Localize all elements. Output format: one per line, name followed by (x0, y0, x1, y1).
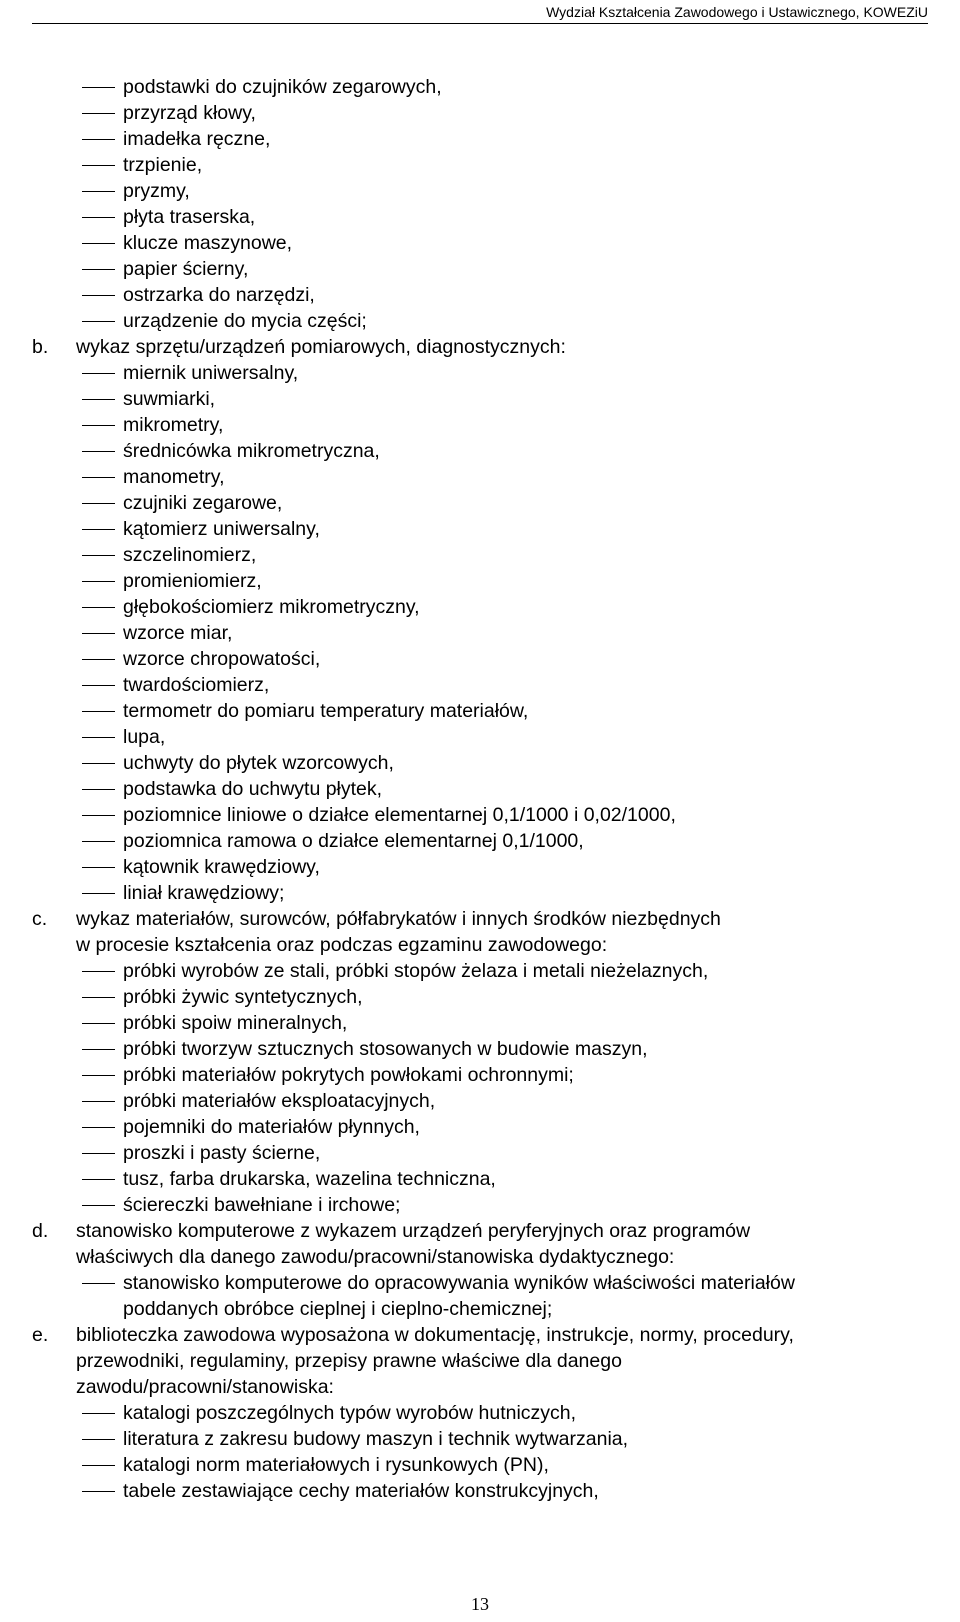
section-letter: d. (32, 1220, 49, 1242)
list-item-text: klucze maszynowe, (123, 232, 293, 254)
list-item-text: średnicówka mikrometryczna, (123, 440, 380, 462)
list-item (0, 802, 960, 828)
list-item (0, 282, 960, 308)
dash-bullet-icon (82, 1491, 115, 1492)
list-item-text: poziomnica ramowa o działce elementarnej 0,1/1000, (123, 830, 584, 852)
list-item-text: wzorce miar, (123, 622, 233, 644)
list-item (0, 984, 960, 1010)
dash-bullet-icon (82, 529, 115, 530)
list-item-text: stanowisko komputerowe do opracowywania wyników właściwości materiałów (123, 1272, 795, 1294)
list-item-text: pojemniki do materiałów płynnych, (123, 1116, 420, 1138)
list-item (0, 750, 960, 776)
list-item-text: manometry, (123, 466, 225, 488)
list-item (0, 412, 960, 438)
list-item-text: trzpienie, (123, 154, 203, 176)
dash-bullet-icon (82, 451, 115, 452)
dash-bullet-icon (82, 1101, 115, 1102)
section-heading-continuation (0, 1374, 960, 1400)
list-item (0, 724, 960, 750)
list-item-text: próbki żywic syntetycznych, (123, 986, 363, 1008)
list-item-text: ściereczki bawełniane i irchowe; (123, 1194, 401, 1216)
section-heading (0, 1322, 960, 1348)
list-item (0, 542, 960, 568)
list-item (0, 204, 960, 230)
dash-bullet-icon (82, 243, 115, 244)
list-item (0, 1010, 960, 1036)
list-item-text: płyta traserska, (123, 206, 256, 228)
list-item-text: lupa, (123, 726, 166, 748)
section-heading-text: biblioteczka zawodowa wyposażona w dokumentację, instrukcje, normy, procedury, (76, 1324, 794, 1346)
list-item-text: imadełka ręczne, (123, 128, 271, 150)
list-item (0, 1400, 960, 1426)
dash-bullet-icon (82, 633, 115, 634)
section-heading-text: stanowisko komputerowe z wykazem urządzeń peryferyjnych oraz programów (76, 1220, 751, 1242)
dash-bullet-icon (82, 893, 115, 894)
list-item-text: próbki tworzyw sztucznych stosowanych w budowie maszyn, (123, 1038, 648, 1060)
dash-bullet-icon (82, 815, 115, 816)
list-item-text: papier ścierny, (123, 258, 249, 280)
list-item (0, 1036, 960, 1062)
section-heading-text: wykaz sprzętu/urządzeń pomiarowych, diagnostycznych: (76, 336, 566, 358)
dash-bullet-icon (82, 971, 115, 972)
list-item-text: poddanych obróbce cieplnej i cieplno-chemicznej; (123, 1298, 553, 1320)
dash-bullet-icon (82, 1283, 115, 1284)
list-item (0, 620, 960, 646)
list-item (0, 568, 960, 594)
dash-bullet-icon (82, 1049, 115, 1050)
list-item (0, 464, 960, 490)
dash-bullet-icon (82, 1075, 115, 1076)
list-item (0, 1088, 960, 1114)
list-item-continuation (0, 1296, 960, 1322)
list-item-text: liniał krawędziowy; (123, 882, 285, 904)
list-item-text: mikrometry, (123, 414, 224, 436)
list-item (0, 1114, 960, 1140)
section-letter: b. (32, 336, 49, 358)
list-item-text: podstawki do czujników zegarowych, (123, 76, 442, 98)
list-item-text: termometr do pomiaru temperatury materiałów, (123, 700, 529, 722)
list-item-text: tabele zestawiające cechy materiałów konstrukcyjnych, (123, 1480, 599, 1502)
page-header: Wydział Kształcenia Zawodowego i Ustawicznego, KOWEZiU (546, 4, 928, 20)
list-item (0, 490, 960, 516)
dash-bullet-icon (82, 425, 115, 426)
dash-bullet-icon (82, 87, 115, 88)
list-item-text: pryzmy, (123, 180, 190, 202)
list-item (0, 386, 960, 412)
section-heading-text: właściwych dla danego zawodu/pracowni/stanowiska dydaktycznego: (76, 1246, 675, 1268)
dash-bullet-icon (82, 1023, 115, 1024)
list-item (0, 880, 960, 906)
list-item-text: katalogi poszczególnych typów wyrobów hutniczych, (123, 1402, 577, 1424)
list-item (0, 178, 960, 204)
section-heading (0, 334, 960, 360)
list-item-text: katalogi norm materiałowych i rysunkowych (PN), (123, 1454, 549, 1476)
dash-bullet-icon (82, 841, 115, 842)
dash-bullet-icon (82, 1205, 115, 1206)
list-item-text: wzorce chropowatości, (123, 648, 321, 670)
list-item (0, 308, 960, 334)
page-number: 13 (471, 1594, 489, 1614)
section-heading-text: zawodu/pracowni/stanowiska: (76, 1376, 334, 1398)
list-item (0, 74, 960, 100)
list-item-text: próbki wyrobów ze stali, próbki stopów żelaza i metali nieżelaznych, (123, 960, 709, 982)
dash-bullet-icon (82, 867, 115, 868)
list-item (0, 1192, 960, 1218)
list-item-text: kątomierz uniwersalny, (123, 518, 320, 540)
list-item (0, 126, 960, 152)
list-item-text: proszki i pasty ścierne, (123, 1142, 321, 1164)
dash-bullet-icon (82, 1153, 115, 1154)
list-item (0, 1140, 960, 1166)
dash-bullet-icon (82, 685, 115, 686)
dash-bullet-icon (82, 1179, 115, 1180)
dash-bullet-icon (82, 295, 115, 296)
dash-bullet-icon (82, 165, 115, 166)
section-letter: e. (32, 1324, 49, 1346)
dash-bullet-icon (82, 191, 115, 192)
section-heading-continuation (0, 1244, 960, 1270)
list-item-text: suwmiarki, (123, 388, 216, 410)
list-item-text: twardościomierz, (123, 674, 270, 696)
list-item (0, 1062, 960, 1088)
dash-bullet-icon (82, 269, 115, 270)
list-item-text: próbki materiałów pokrytych powłokami ochronnymi; (123, 1064, 574, 1086)
dash-bullet-icon (82, 399, 115, 400)
dash-bullet-icon (82, 737, 115, 738)
list-item (0, 1452, 960, 1478)
dash-bullet-icon (82, 1127, 115, 1128)
list-item (0, 776, 960, 802)
list-item-text: uchwyty do płytek wzorcowych, (123, 752, 394, 774)
list-item (0, 152, 960, 178)
section-heading-continuation (0, 932, 960, 958)
dash-bullet-icon (82, 659, 115, 660)
list-item (0, 1478, 960, 1504)
dash-bullet-icon (82, 321, 115, 322)
list-item-text: podstawka do uchwytu płytek, (123, 778, 383, 800)
list-item (0, 854, 960, 880)
dash-bullet-icon (82, 1439, 115, 1440)
list-item (0, 360, 960, 386)
list-item (0, 594, 960, 620)
dash-bullet-icon (82, 477, 115, 478)
section-heading-text: przewodniki, regulaminy, przepisy prawne właściwe dla danego (76, 1350, 622, 1372)
list-item-text: czujniki zegarowe, (123, 492, 283, 514)
list-item (0, 438, 960, 464)
list-item (0, 672, 960, 698)
list-item (0, 516, 960, 542)
header-rule (32, 23, 928, 24)
list-item-text: literatura z zakresu budowy maszyn i technik wytwarzania, (123, 1428, 629, 1450)
dash-bullet-icon (82, 113, 115, 114)
list-item-text: ostrzarka do narzędzi, (123, 284, 315, 306)
list-item (0, 646, 960, 672)
dash-bullet-icon (82, 581, 115, 582)
dash-bullet-icon (82, 1465, 115, 1466)
dash-bullet-icon (82, 763, 115, 764)
dash-bullet-icon (82, 997, 115, 998)
list-item-text: głębokościomierz mikrometryczny, (123, 596, 420, 618)
list-item-text: przyrząd kłowy, (123, 102, 256, 124)
list-item (0, 1166, 960, 1192)
list-item (0, 1426, 960, 1452)
dash-bullet-icon (82, 503, 115, 504)
list-item-text: tusz, farba drukarska, wazelina techniczna, (123, 1168, 496, 1190)
section-heading-text: w procesie kształcenia oraz podczas egzaminu zawodowego: (76, 934, 608, 956)
dash-bullet-icon (82, 607, 115, 608)
list-item (0, 828, 960, 854)
list-item (0, 1270, 960, 1296)
list-item (0, 100, 960, 126)
section-heading-continuation (0, 1348, 960, 1374)
section-heading (0, 1218, 960, 1244)
list-item (0, 230, 960, 256)
dash-bullet-icon (82, 711, 115, 712)
list-item-text: poziomnice liniowe o działce elementarnej 0,1/1000 i 0,02/1000, (123, 804, 676, 826)
list-item-text: urządzenie do mycia części; (123, 310, 367, 332)
list-item (0, 698, 960, 724)
list-item-text: promieniomierz, (123, 570, 262, 592)
document-body (0, 74, 960, 1504)
section-letter: c. (32, 908, 48, 930)
list-item-text: szczelinomierz, (123, 544, 257, 566)
section-heading-text: wykaz materiałów, surowców, półfabrykatów i innych środków niezbędnych (76, 908, 721, 930)
list-item-text: kątownik krawędziowy, (123, 856, 320, 878)
dash-bullet-icon (82, 373, 115, 374)
list-item-text: próbki materiałów eksploatacyjnych, (123, 1090, 436, 1112)
list-item (0, 256, 960, 282)
list-item (0, 958, 960, 984)
list-item-text: miernik uniwersalny, (123, 362, 299, 384)
dash-bullet-icon (82, 789, 115, 790)
dash-bullet-icon (82, 217, 115, 218)
dash-bullet-icon (82, 1413, 115, 1414)
list-item-text: próbki spoiw mineralnych, (123, 1012, 348, 1034)
dash-bullet-icon (82, 555, 115, 556)
section-heading (0, 906, 960, 932)
dash-bullet-icon (82, 139, 115, 140)
